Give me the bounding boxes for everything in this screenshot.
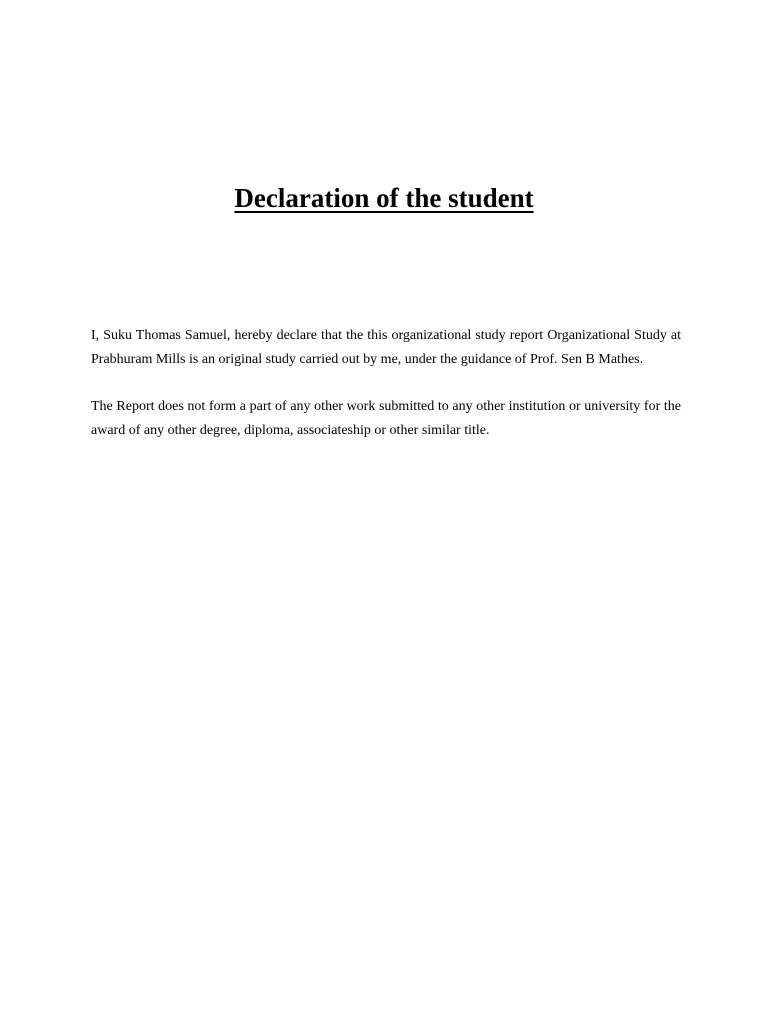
declaration-paragraph: I, Suku Thomas Samuel, hereby declare that the this organizational study report Organizational Study at Prabhuram Mills is an original study carried out by me, under the guidance of Prof. Sen B Mathes.	[91, 328, 681, 367]
page-title: Declaration of the student	[234, 183, 534, 213]
originality-paragraph: The Report does not form a part of any other work submitted to any other institution or university for the award of any other degree, diploma, associateship or other similar title.	[91, 399, 681, 438]
